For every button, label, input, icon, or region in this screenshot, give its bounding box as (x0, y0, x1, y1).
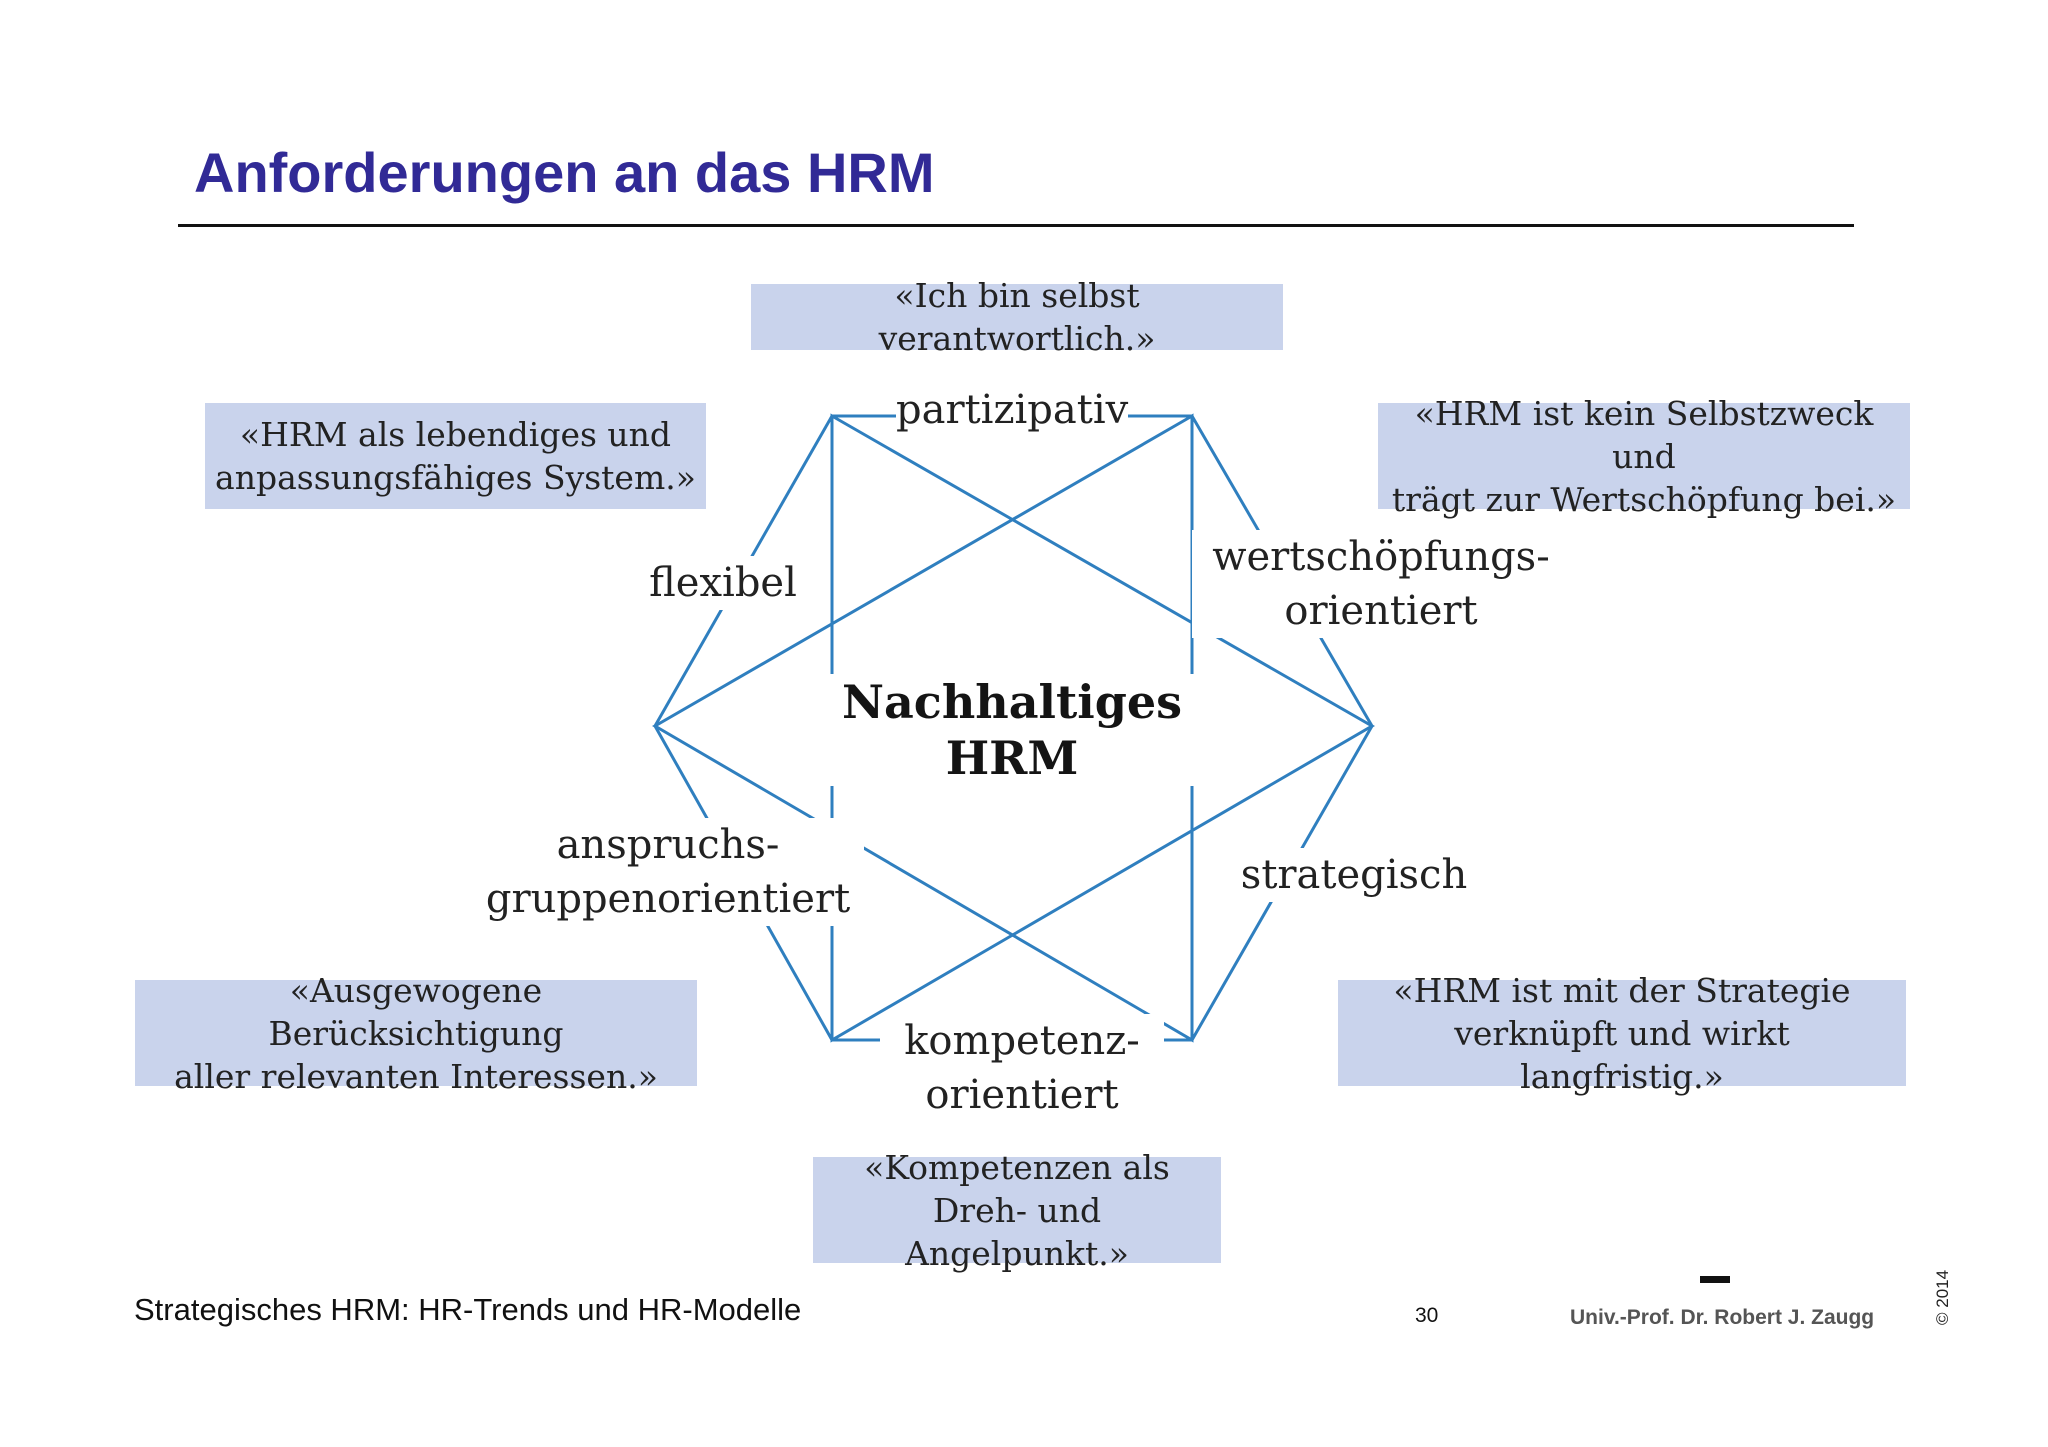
label-flexibel: flexibel (638, 556, 808, 610)
center-label: Nachhaltiges HRM (828, 674, 1196, 786)
quote-flexibel: «HRM als lebendiges und anpassungsfähiges System.» (205, 403, 706, 509)
quote-anspruchsgruppenorientiert: «Ausgewogene Berücksichtigung aller relevanten Interessen.» (135, 980, 697, 1086)
copyright-notice: © 2014 (1933, 1269, 1952, 1325)
label-strategisch: strategisch (1226, 848, 1482, 902)
label-anspruchsgruppenorientiert: anspruchs- gruppenorientiert (472, 818, 864, 926)
quote-kompetenzorientiert: «Kompetenzen als Dreh- und Angelpunkt.» (813, 1157, 1221, 1263)
label-wertschoepfungsorientiert: wertschöpfungs- orientiert (1192, 530, 1570, 638)
footer-author: Univ.-Prof. Dr. Robert J. Zaugg (1570, 1306, 1875, 1329)
quote-strategisch: «HRM ist mit der Strategie verknüpft und wirkt langfristig.» (1338, 980, 1906, 1086)
page-number: 30 (1415, 1304, 1439, 1327)
quote-wertschoepfungsorientiert: «HRM ist kein Selbstzweck und trägt zur Wertschöpfung bei.» (1378, 403, 1910, 509)
quote-partizipativ: «Ich bin selbst verantwortlich.» (751, 284, 1283, 350)
label-kompetenzorientiert: kompetenz- orientiert (880, 1014, 1164, 1122)
logo-mark (1700, 1276, 1730, 1283)
slide-title: Anforderungen an das HRM (194, 141, 935, 204)
label-partizipativ: partizipativ (896, 383, 1128, 437)
footer-course-title: Strategisches HRM: HR-Trends und HR-Modelle (134, 1292, 802, 1327)
